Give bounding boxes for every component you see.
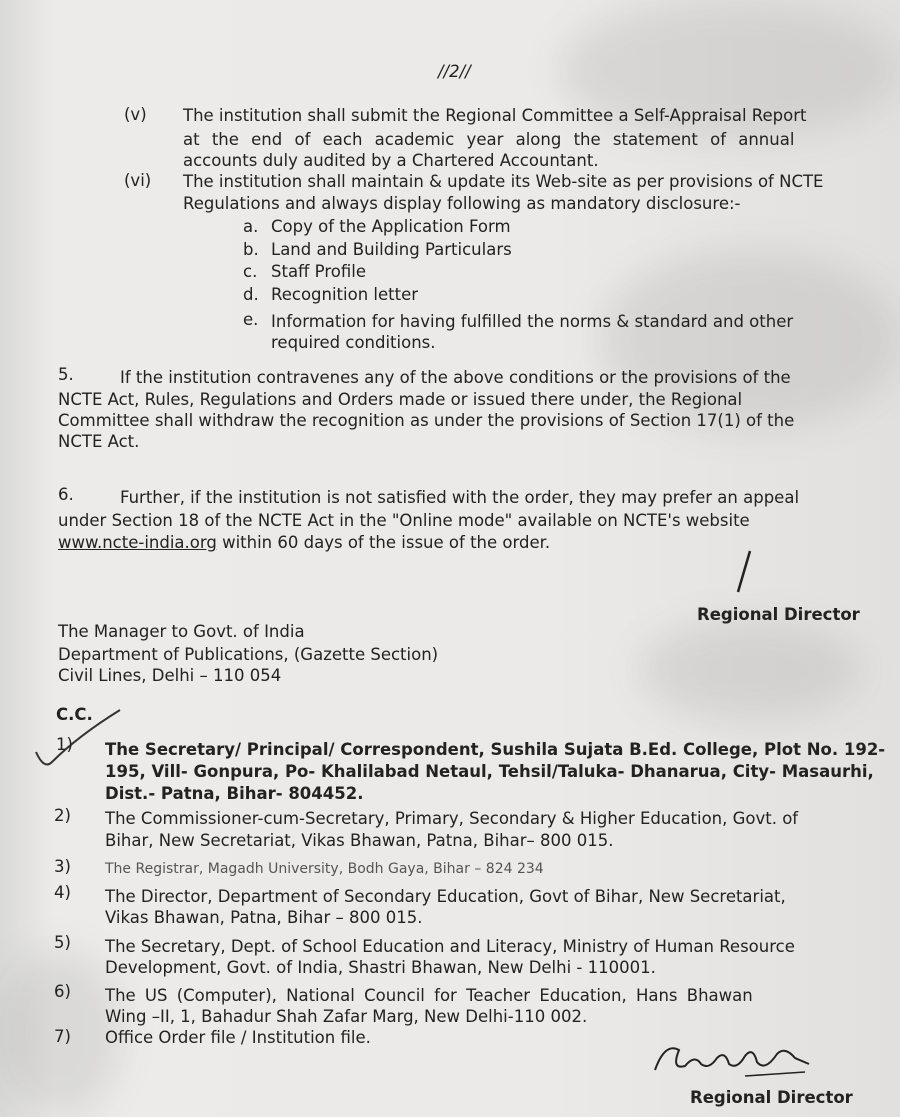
paragraph-line	[58, 533, 550, 553]
clause-text-line	[183, 106, 855, 126]
cc-line: Bihar, New Secretariat, Vikas Bhawan, Patna, Bihar– 800 015.	[105, 831, 614, 850]
cc-line: The Registrar, Magadh University, Bodh Gaya, Bihar – 824 234	[105, 861, 544, 877]
cc-line: The Secretary, Dept. of School Education and Literacy, Ministry of Human Resource	[105, 937, 795, 956]
paragraph-line: Further, if the institution is not satisfied with the order, they may prefer an appeal	[120, 488, 800, 507]
clause-label: (vi)	[124, 171, 152, 190]
cc-number: 1)	[56, 735, 73, 754]
cc-number: 2)	[54, 806, 71, 825]
cc-number: 5)	[54, 933, 71, 952]
clause-text-line: accounts duly audited by a Chartered Accountant.	[183, 151, 599, 170]
list-label: a.	[243, 217, 259, 236]
paragraph-line: NCTE Act.	[58, 432, 140, 451]
line-text: within 60 days of the issue of the order.	[216, 533, 551, 552]
cc-line: The Secretary/ Principal/ Correspondent, Sushila Sujata B.Ed. College, Plot No. 192-	[105, 740, 886, 759]
list-label: c.	[243, 262, 258, 281]
website-link[interactable]: www.ncte-india.org	[58, 533, 217, 552]
cc-number: 6)	[54, 982, 71, 1001]
signature-mark	[728, 548, 768, 598]
cc-line: Vikas Bhawan, Patna, Bihar – 800 015.	[105, 908, 423, 927]
paragraph-line: NCTE Act, Rules, Regulations and Orders made or issued there under, the Regional	[58, 390, 743, 409]
cc-line: Development, Govt. of India, Shastri Bhawan, New Delhi - 110001.	[105, 958, 656, 977]
clause-text-line: at the end of each academic year along the statement of annual	[183, 130, 795, 149]
signatory-title: Regional Director	[690, 1088, 853, 1107]
paragraph-number: 6.	[58, 485, 74, 504]
cc-line: Wing –II, 1, Bahadur Shah Zafar Marg, New Delhi-110 002.	[105, 1007, 588, 1026]
cc-line: 195, Vill- Gonpura, Po- Khalilabad Netaul, Tehsil/Taluka- Dhanarua, City- Masaurhi,	[105, 762, 874, 781]
address-line: Department of Publications, (Gazette Section)	[58, 645, 439, 664]
paragraph-line: If the institution contravenes any of the above conditions or the provisions of the	[120, 368, 791, 387]
cc-line: Office Order file / Institution file.	[105, 1028, 371, 1047]
cc-line: Dist.- Patna, Bihar- 804452.	[105, 784, 364, 803]
disclosure-item: Recognition letter	[271, 285, 419, 304]
disclosure-item: Copy of the Application Form	[271, 217, 511, 236]
list-label: d.	[243, 285, 259, 304]
cc-number: 4)	[54, 883, 71, 902]
cc-number: 7)	[54, 1027, 71, 1046]
disclosure-item: Information for having fulfilled the norms & standard and other	[271, 312, 794, 331]
signature-mark	[645, 1036, 815, 1086]
disclosure-item: Land and Building Particulars	[271, 240, 512, 259]
clause-text-line: Regulations and always display following as mandatory disclosure:-	[183, 194, 741, 213]
clause-label: (v)	[124, 105, 147, 124]
signatory-title: Regional Director	[697, 605, 860, 624]
cc-line: The Director, Department of Secondary Education, Govt of Bihar, New Secretariat,	[105, 887, 786, 906]
paragraph-line: under Section 18 of the NCTE Act in the "Online mode" available on NCTE's website	[58, 511, 750, 530]
clause-text-line: The institution shall maintain & update its Web-site as per provisions of NCTE	[183, 172, 824, 191]
disclosure-item-continued: required conditions.	[271, 333, 436, 352]
cc-number: 3)	[54, 857, 71, 876]
disclosure-item: Staff Profile	[271, 262, 366, 281]
cc-heading: C.C.	[56, 705, 93, 724]
list-label: b.	[243, 240, 259, 259]
paragraph-line: Committee shall withdraw the recognition as under the provisions of Section 17(1) of the	[58, 411, 795, 430]
address-line: The Manager to Govt. of India	[58, 622, 305, 641]
cc-line: The Commissioner-cum-Secretary, Primary, Secondary & Higher Education, Govt. of	[105, 809, 799, 828]
line-text: The institution shall submit the Regional Committee a Self-Appraisal Report	[183, 106, 807, 125]
address-line: Civil Lines, Delhi – 110 054	[58, 666, 282, 685]
page-marker: //2//	[438, 62, 471, 81]
cc-line: The US (Computer), National Council for Teacher Education, Hans Bhawan	[105, 986, 753, 1005]
scan-smudge	[640, 620, 860, 720]
paragraph-number: 5.	[58, 365, 74, 384]
list-label: e.	[243, 310, 259, 329]
